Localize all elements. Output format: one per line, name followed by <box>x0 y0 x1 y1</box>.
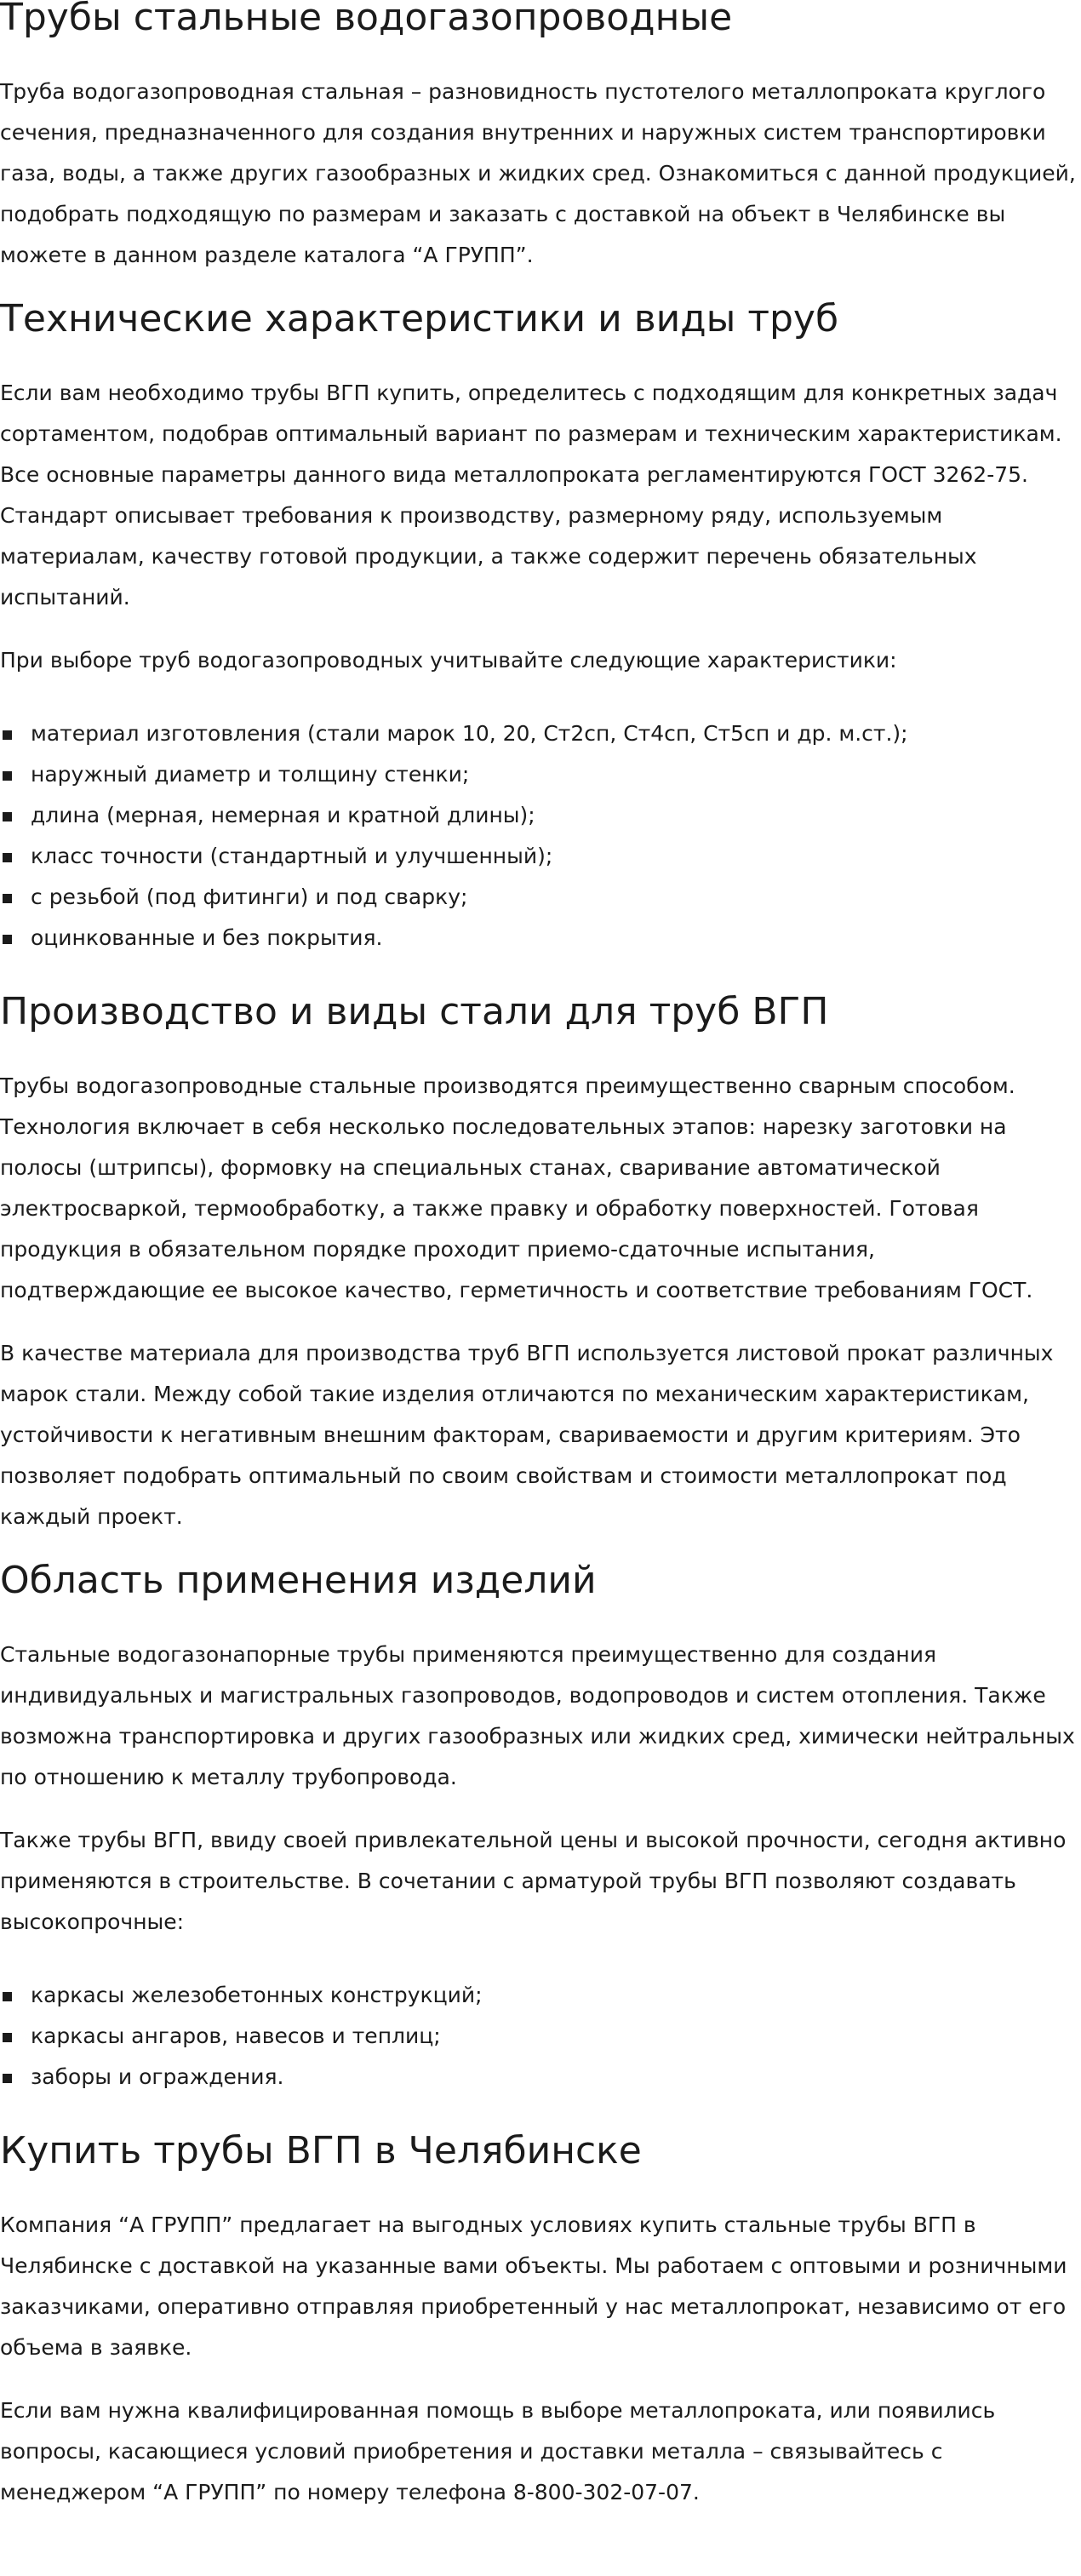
section-paragraph: В качестве материала для производства труб ВГП используется листовой прокат различных марок стали. Между собой такие изделия отличаются по механическим характеристикам, устойчивости к негативным внешним факторам, свариваемости и другим критериям. Это позволяет подобрать оптимальный по своим свойствам и стоимости металлопрокат под каждый проект. <box>0 1341 1054 1529</box>
section-paragraph: Трубы водогазопроводные стальные производятся преимущественно сварным способом. Технология включает в себя несколько последовательных этапов: нарезку заготовки на полосы (штрипсы), формовку на специальных станах, сваривание автоматической электросваркой, термообработку, а также правку и обработку поверхностей. Готовая продукция в обязательном порядке проходит приемо-сдаточные испытания, подтверждающие ее высокое качество, герметичность и соответствие требованиям ГОСТ. <box>0 1073 1033 1302</box>
section-paragraph: Компания “А ГРУПП” предлагает на выгодных условиях купить стальные трубы ВГП в Челябинске с доставкой на указанные вами объекты. Мы работаем с оптовыми и розничными заказчиками, оперативно отправляя приобретенный у нас металлопрокат, независимо от его объема в заявке. <box>0 2212 1067 2360</box>
list-item: заборы и ограждения. <box>0 2057 1081 2098</box>
specs-list <box>0 713 1081 959</box>
list-item: каркасы железобетонных конструкций; <box>0 1975 1081 2016</box>
specs-list-wrap <box>0 713 1081 959</box>
list-item: оцинкованные и без покрытия. <box>0 918 1081 959</box>
intro-paragraph: Труба водогазопроводная стальная – разновидность пустотелого металлопроката круглого сечения, предназначенного для создания внутренних и наружных систем транспортировки газа, воды, а также других газообразных и жидких сред. Ознакомиться с данной продукцией, подобрать подходящую по размерам и заказать с доставкой на объект в Челябинске вы можете в данном разделе каталога “А ГРУПП”. <box>0 79 1076 267</box>
list-item: класс точности (стандартный и улучшенный); <box>0 836 1081 877</box>
list-item: материал изготовления (стали марок 10, 20, Ст2сп, Ст4сп, Ст5сп и др. м.ст.); <box>0 713 1081 754</box>
section-heading-buy: Купить трубы ВГП в Челябинске <box>0 2129 642 2172</box>
section-heading-application: Область применения изделий <box>0 1559 597 1602</box>
section-paragraph: При выборе труб водогазопроводных учитывайте следующие характеристики: <box>0 648 897 673</box>
list-item: каркасы ангаров, навесов и теплиц; <box>0 2016 1081 2057</box>
page-title: Трубы стальные водогазопроводные <box>0 0 733 39</box>
section-paragraph: Если вам нужна квалифицированная помощь в выборе металлопроката, или появились вопросы, касающиеся условий приобретения и доставки металла – связывайтесь с менеджером “А ГРУПП” по номеру телефона 8-800-302-07-07. <box>0 2398 996 2504</box>
list-item: наружный диаметр и толщину стенки; <box>0 754 1081 795</box>
section-heading-specs: Технические характеристики и виды труб <box>0 297 839 341</box>
application-list-wrap <box>0 1975 1081 2098</box>
section-paragraph: Стальные водогазонапорные трубы применяются преимущественно для создания индивидуальных и магистральных газопроводов, водопроводов и систем отопления. Также возможна транспортировка и других газообразных или жидких сред, химически нейтральных по отношению к металлу трубопровода. <box>0 1642 1075 1789</box>
list-item: длина (мерная, немерная и кратной длины); <box>0 795 1081 836</box>
section-paragraph: Также трубы ВГП, ввиду своей привлекательной цены и высокой прочности, сегодня активно применяются в строительстве. В сочетании с арматурой трубы ВГП позволяют создавать высокопрочные: <box>0 1828 1067 1934</box>
application-list <box>0 1975 1081 2098</box>
section-heading-production: Производство и виды стали для труб ВГП <box>0 990 829 1033</box>
list-item: с резьбой (под фитинги) и под сварку; <box>0 877 1081 918</box>
section-paragraph: Если вам необходимо трубы ВГП купить, определитесь с подходящим для конкретных задач сортаментом, подобрав оптимальный вариант по размерам и техническим характеристикам. Все основные параметры данного вида металлопроката регламентируются ГОСТ 3262-75. Стандарт описывает требования к производству, размерному ряду, используемым материалам, качеству готовой продукции, а также содержит перечень обязательных испытаний. <box>0 381 1062 610</box>
